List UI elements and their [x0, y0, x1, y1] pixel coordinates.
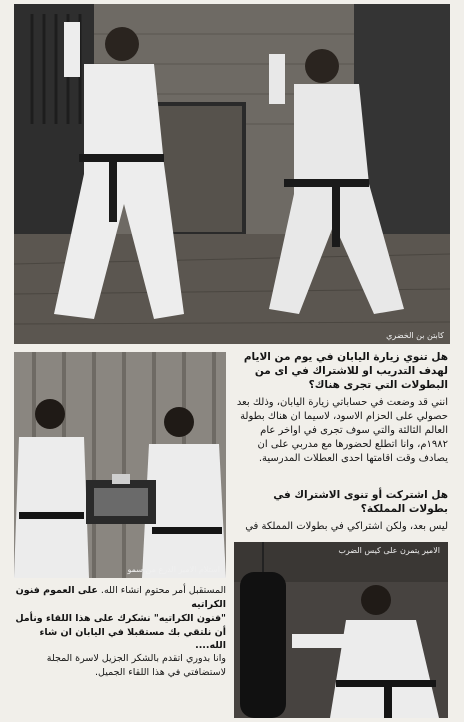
conclusion-line-1: المستقبل أمر محتوم انشاء الله.	[100, 585, 226, 596]
left-photo-caption: استلام الامير الدرع من سمو	[127, 565, 220, 574]
top-photo	[14, 4, 450, 344]
conclusion-text	[14, 584, 226, 611]
right-photo	[234, 542, 448, 718]
question-2: هل اشتركت أو تنوى الاشتراك في بطولات المملكة؟	[273, 489, 448, 515]
award-ceremony-photo	[14, 352, 226, 578]
top-photo-caption: كابتن بن الخضري	[386, 331, 444, 340]
question-1: هل تنوي زيارة اليابان في يوم من الايام لهدف التدريب او للاشتراك في اى من البطولات التي تجرى هناك؟	[243, 351, 448, 391]
punching-bag-photo	[234, 542, 448, 718]
conclusion-line-1-bold: على العموم فنون الكراتيه	[15, 585, 226, 610]
right-photo-caption: الامير يتمرن على كيس الضرب	[338, 546, 440, 555]
thanks-interviewer: "فنون الكراتيه" نشكرك على هذا اللقاء ونأمل أن نلتقي بك مستقبلا في اليابان ان شاء الله....	[15, 613, 226, 651]
answer-2: ليس بعد، ولكن اشتراكي في بطولات المملكة في	[245, 521, 448, 532]
thanks-interviewee: وانا بدوري اتقدم بالشكر الجزيل لاسرة المجلة لاستضافتي في هذا اللقاء الجميل.	[46, 653, 226, 678]
answer-1: انني قد وضعت في حساباتي زيارة اليابان، وذلك بعد حصولي على الحزام الاسود، لاسيما ان هناك بطولة العالم الثالثة والتي سوف تجرى في اواخر عام ١٩٨٢م، وانا اتطلع لحضورها مع مدربي على ان يصادف وقت اقامتها احدى العطلات المدرسية.	[236, 397, 448, 464]
left-photo	[14, 352, 226, 578]
karate-stance-photo	[14, 4, 450, 344]
